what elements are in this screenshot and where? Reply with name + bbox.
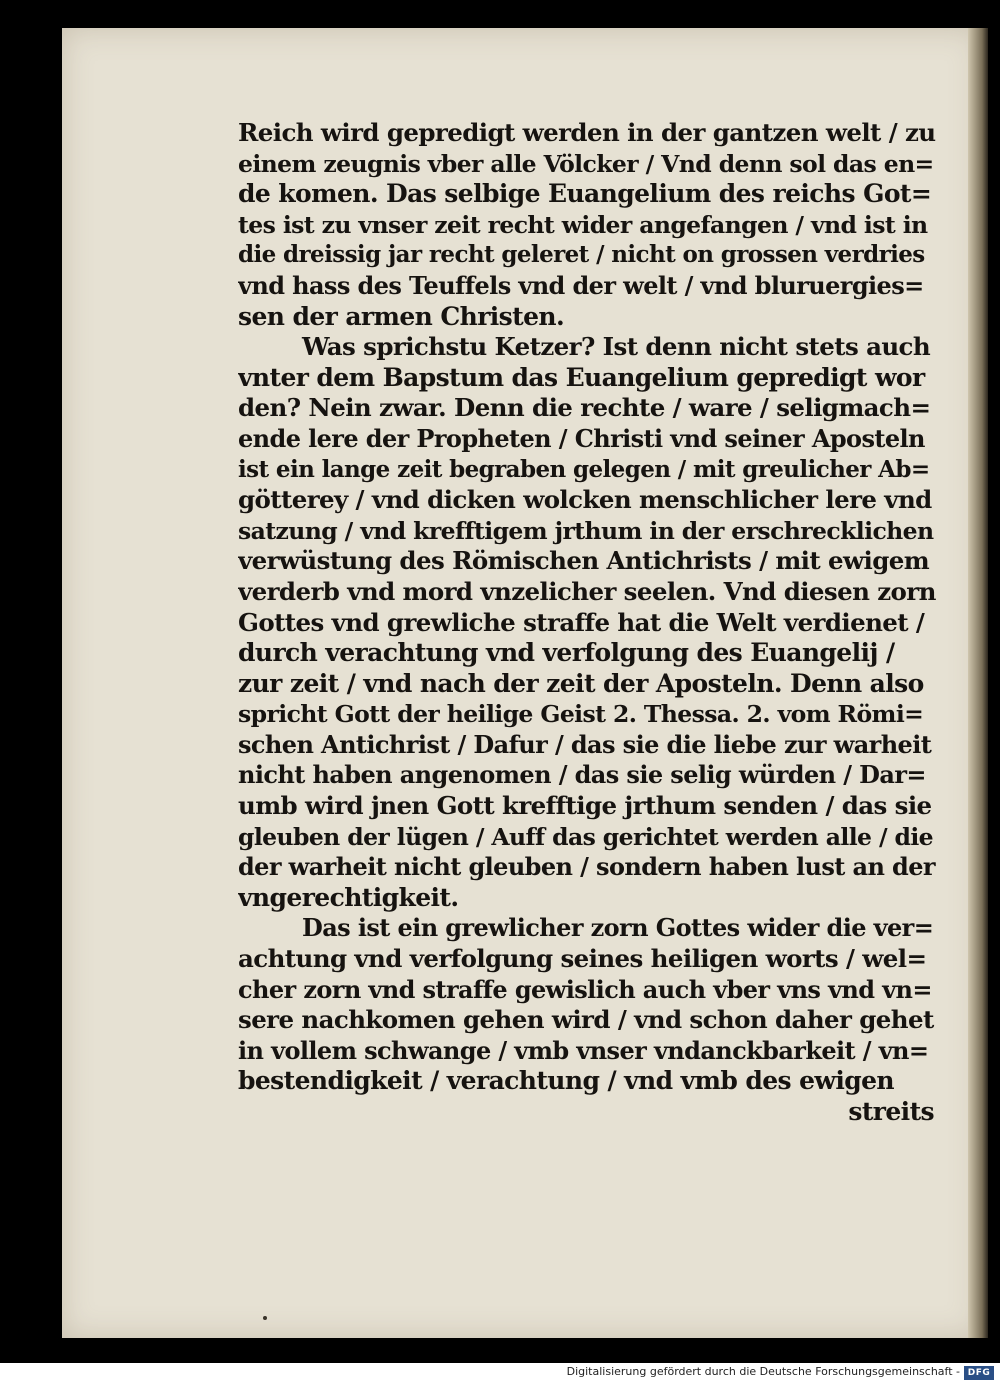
text-line: verwüstung des Römischen Antichrists / mit ewigem: [238, 546, 930, 576]
text-line: Das ist ein grewlicher zorn Gottes wider die ver=: [302, 913, 934, 943]
text-line: durch verachtung vnd verfolgung des Euangelij /: [238, 638, 895, 668]
text-line: einem zeugnis vber alle Völcker / Vnd denn sol das en=: [238, 149, 934, 178]
text-line: tes ist zu vnser zeit recht wider angefangen / vnd ist in: [238, 210, 928, 239]
text-line: zur zeit / vnd nach der zeit der Aposteln. Denn also: [238, 668, 924, 698]
text-line: satzung / vnd krefftigem jrthum in der erschrecklichen: [238, 516, 934, 545]
text-line: der warheit nicht gleuben / sondern haben lust an der: [238, 852, 935, 882]
page-edge: [968, 28, 988, 1338]
text-line: spricht Gott der heilige Geist 2. Thessa. 2. vom Römi=: [238, 700, 924, 729]
text-line: ist ein lange zeit begraben gelegen / mit greulicher Ab=: [238, 455, 930, 483]
text-line: verderb vnd mord vnzelicher seelen. Vnd diesen zorn: [238, 576, 936, 606]
text-line: cher zorn vnd straffe gewislich auch vber vns vnd vn=: [238, 974, 932, 1004]
text-line: Was sprichstu Ketzer? Ist denn nicht stets auch: [302, 332, 931, 362]
text-line: gleuben der lügen / Auff das gerichtet werden alle / die: [238, 822, 934, 851]
text-line: achtung vnd verfolgung seines heiligen worts / wel=: [238, 944, 927, 974]
text-line: die dreissig jar recht geleret / nicht on grossen verdries: [238, 241, 925, 269]
text-line: Reich wird gepredigt werden in der gantzen welt / zu: [238, 118, 936, 147]
text-line: ende lere der Propheten / Christi vnd seiner Aposteln: [238, 423, 925, 453]
body-text: [238, 118, 938, 1128]
dfg-logo-icon: DFG: [964, 1366, 994, 1380]
text-line: Gottes vnd grewliche straffe hat die Welt verdienet /: [238, 607, 925, 637]
footer-credit: Digitalisierung gefördert durch die Deutsche Forschungsgemeinschaft -: [566, 1365, 960, 1378]
text-line: bestendigkeit / verachtung / vnd vmb des ewigen: [238, 1066, 894, 1096]
catchword: streits: [848, 1097, 934, 1126]
text-line: den? Nein zwar. Denn die rechte / ware / seligmach=: [238, 393, 931, 423]
text-line: vnter dem Bapstum das Euangelium gepredigt wor: [238, 362, 925, 392]
text-line: vngerechtigkeit.: [238, 882, 459, 912]
ink-mark: [263, 1316, 267, 1320]
text-line: vnd hass des Teuffels vnd der welt / vnd bluruergies=: [238, 270, 924, 300]
text-line: götterey / vnd dicken wolcken menschlicher lere vnd: [238, 485, 932, 515]
text-line: sen der armen Christen.: [238, 301, 565, 331]
text-line: nicht haben angenomen / das sie selig würden / Dar=: [238, 760, 926, 790]
text-line: de komen. Das selbige Euangelium des reichs Got=: [238, 179, 932, 209]
text-line: umb wird jnen Gott krefftige jrthum senden / das sie: [238, 791, 932, 821]
text-line: in vollem schwange / vmb vnser vndanckbarkeit / vn=: [238, 1035, 929, 1065]
text-line: sere nachkomen gehen wird / vnd schon daher gehet: [238, 1005, 934, 1035]
text-line: schen Antichrist / Dafur / das sie die liebe zur warheit: [238, 729, 932, 759]
